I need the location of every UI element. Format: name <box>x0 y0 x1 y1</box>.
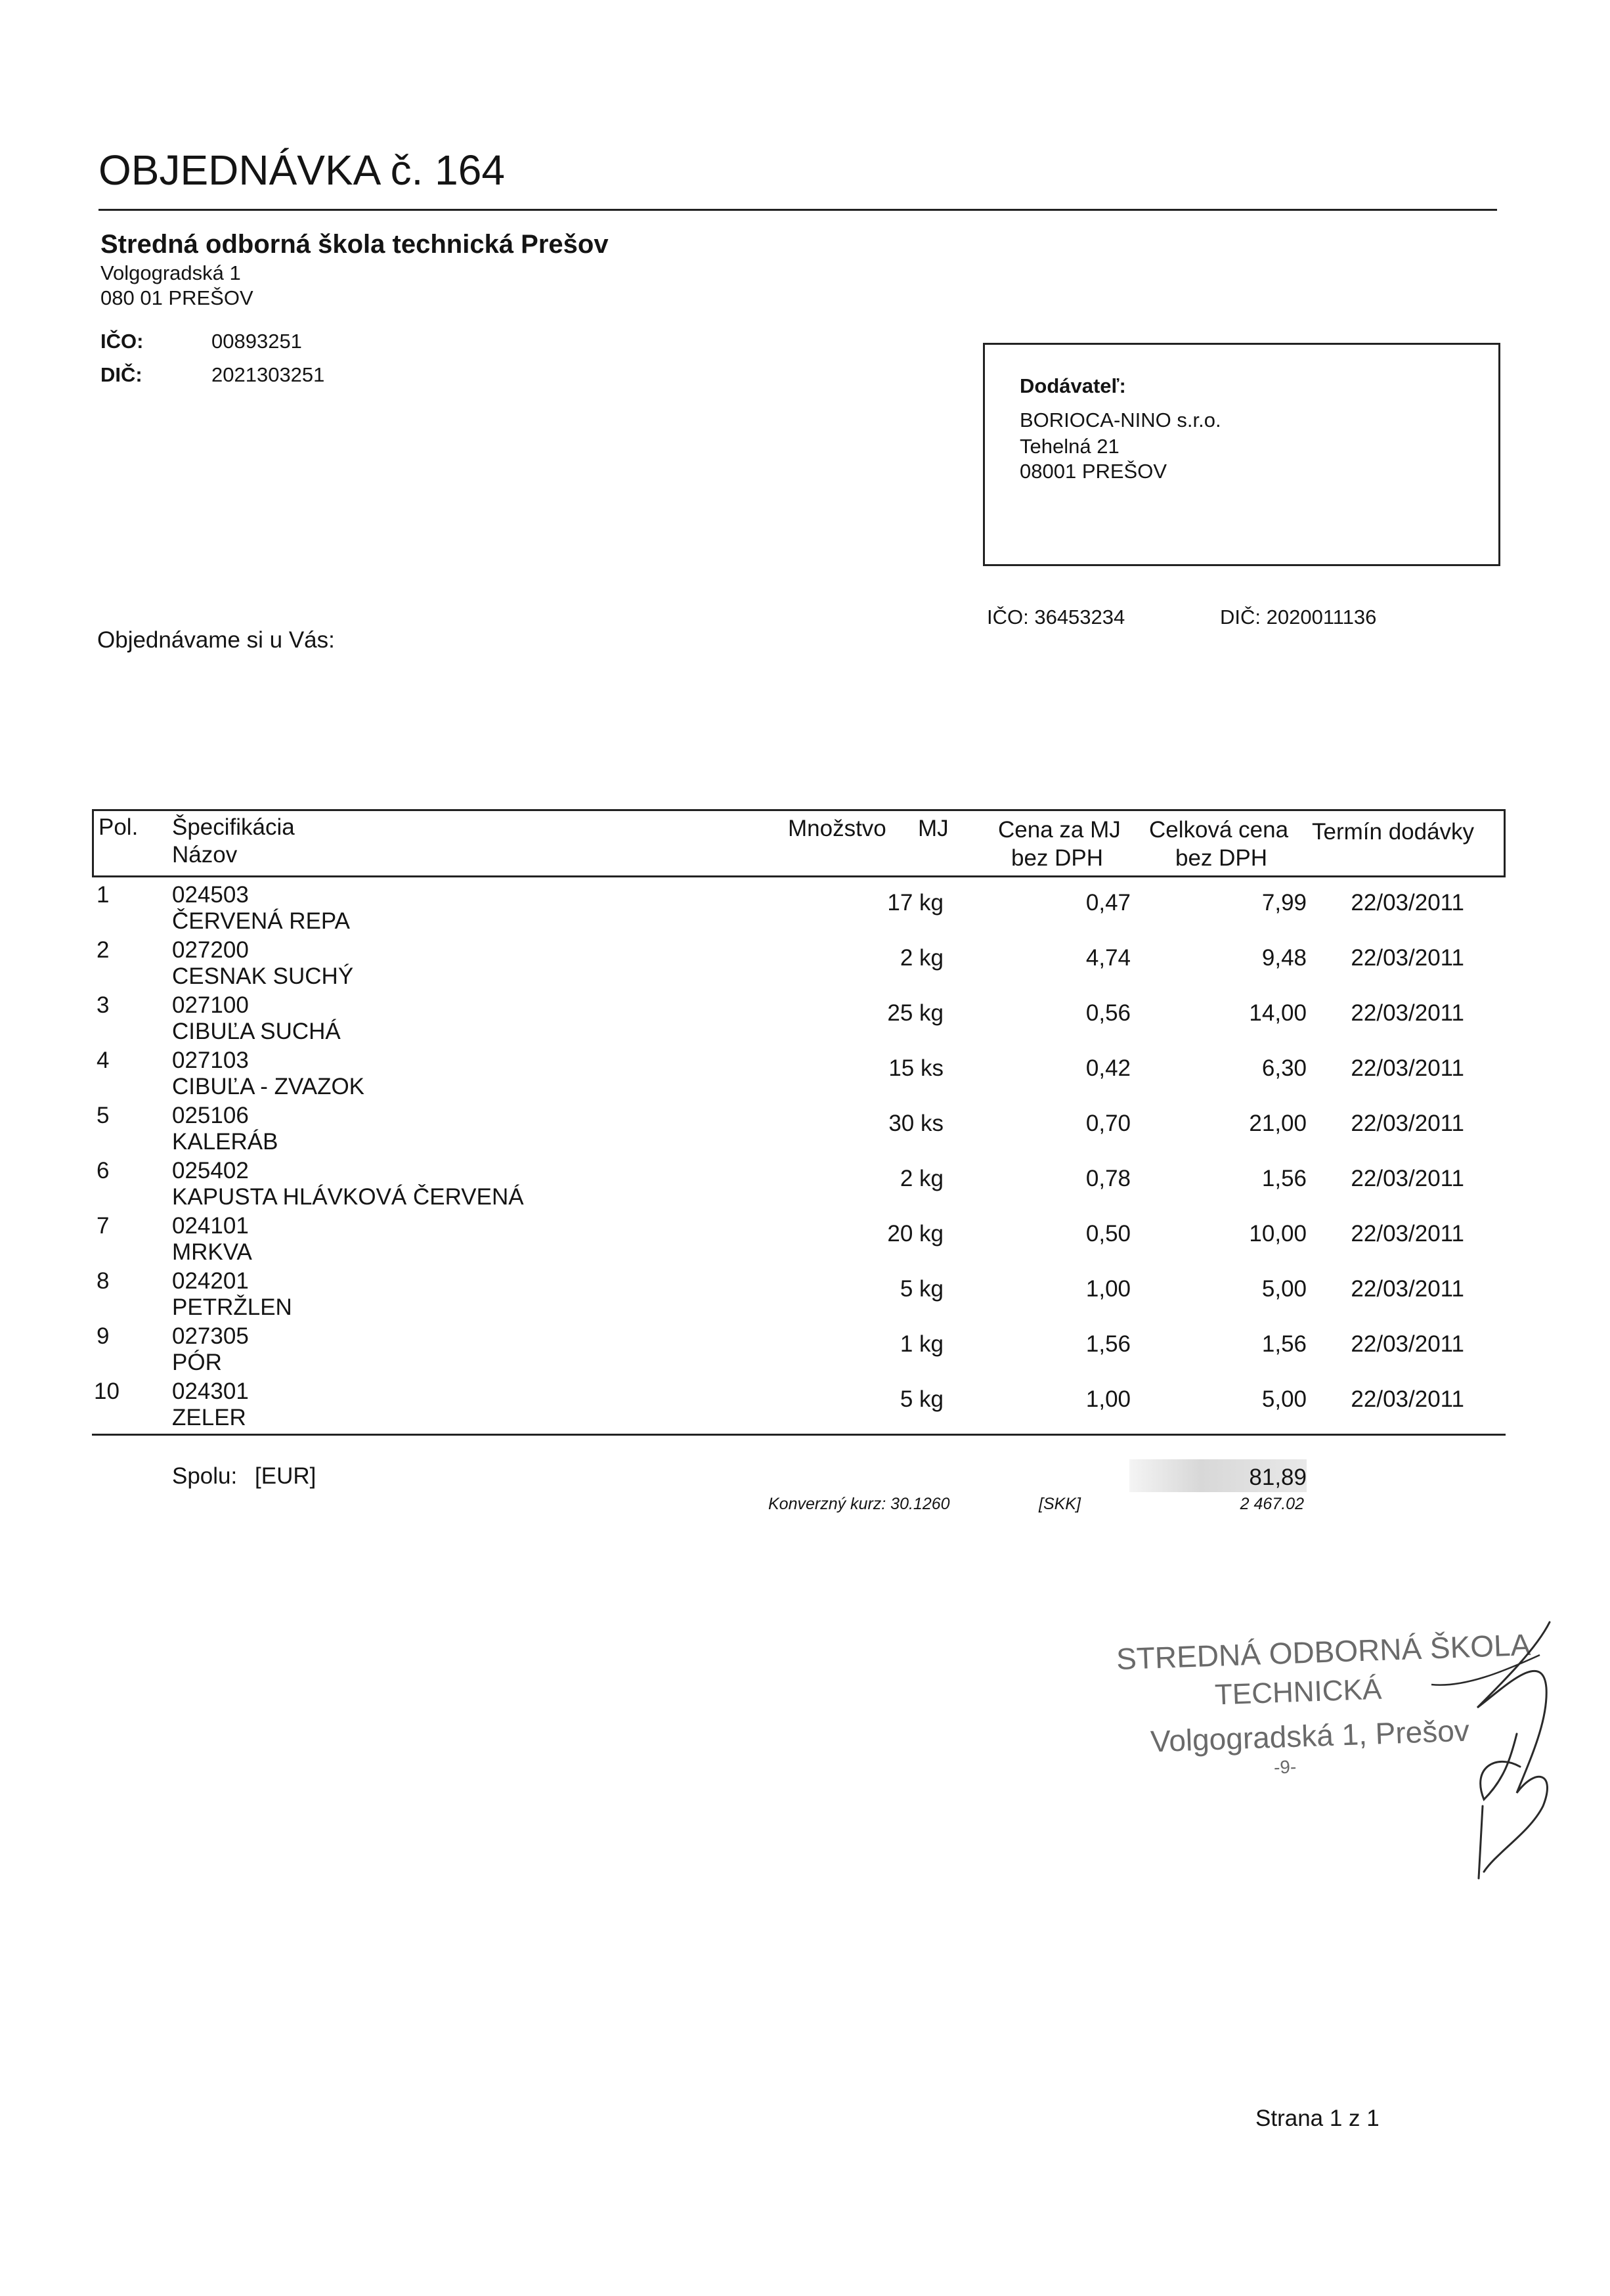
row-total: 14,00 <box>1249 1000 1307 1026</box>
stamp-line-4: -9- <box>1273 1756 1297 1778</box>
row-date: 22/03/2011 <box>1351 1166 1464 1191</box>
row-name: MRKVA <box>172 1239 252 1265</box>
row-date: 22/03/2011 <box>1351 1221 1464 1247</box>
row-qty: 2 kg <box>900 1166 944 1191</box>
col-mj: MJ <box>918 816 949 841</box>
row-pol: 3 <box>97 992 110 1018</box>
row-name: KAPUSTA HLÁVKOVÁ ČERVENÁ <box>172 1184 524 1210</box>
col-cena-2: bez DPH <box>1011 845 1104 871</box>
col-spec: Špecifikácia <box>172 814 295 840</box>
row-price: 1,00 <box>1085 1276 1131 1302</box>
table-row <box>0 1268 1610 1323</box>
supplier-label: Dodávateľ: <box>1020 374 1126 397</box>
row-price: 0,42 <box>1085 1055 1131 1081</box>
buyer-ico-label: IČO: <box>100 330 144 353</box>
buyer-name: Stredná odborná škola technická Prešov <box>100 230 609 259</box>
row-code: 027100 <box>172 992 249 1018</box>
row-date: 22/03/2011 <box>1351 1055 1464 1081</box>
row-date: 22/03/2011 <box>1351 945 1464 971</box>
row-date: 22/03/2011 <box>1351 890 1464 916</box>
col-mnozstvo: Množstvo <box>788 816 886 841</box>
row-price: 0,70 <box>1085 1111 1131 1136</box>
row-price: 0,78 <box>1085 1166 1131 1191</box>
table-bottom-rule <box>92 1434 1506 1436</box>
col-celkova-1: Celková cena <box>1149 817 1289 843</box>
table-row <box>0 1047 1610 1102</box>
row-name: PÓR <box>172 1350 222 1375</box>
row-pol: 7 <box>97 1213 110 1239</box>
page-number: Strana 1 z 1 <box>1255 2106 1380 2131</box>
row-qty: 17 kg <box>887 890 944 916</box>
table-row <box>0 1323 1610 1378</box>
row-name: KALERÁB <box>172 1129 278 1155</box>
stamp-line-2: TECHNICKÁ <box>1214 1673 1383 1711</box>
row-date: 22/03/2011 <box>1351 1276 1464 1302</box>
sum-total: 81,89 <box>1249 1465 1307 1490</box>
buyer-dic-label: DIČ: <box>100 363 142 386</box>
row-qty: 30 ks <box>888 1111 944 1136</box>
row-code: 025106 <box>172 1103 249 1128</box>
row-total: 5,00 <box>1261 1276 1307 1302</box>
col-celkova-2: bez DPH <box>1175 845 1268 871</box>
row-price: 1,56 <box>1085 1331 1131 1357</box>
table-row <box>0 1212 1610 1268</box>
row-date: 22/03/2011 <box>1351 1386 1464 1412</box>
rate-label: Konverzný kurz: 30.1260 <box>768 1495 950 1513</box>
row-price: 0,50 <box>1085 1221 1131 1247</box>
row-qty: 25 kg <box>887 1000 944 1026</box>
row-total: 6,30 <box>1261 1055 1307 1081</box>
buyer-street: Volgogradská 1 <box>100 261 241 284</box>
row-name: ZELER <box>172 1405 246 1430</box>
skk-label: [SKK] <box>1039 1495 1081 1513</box>
row-price: 0,56 <box>1085 1000 1131 1026</box>
buyer-city: 080 01 PREŠOV <box>100 286 253 309</box>
row-code: 027200 <box>172 937 249 963</box>
row-pol: 9 <box>97 1323 110 1349</box>
row-code: 027103 <box>172 1048 249 1073</box>
table-row <box>0 992 1610 1047</box>
row-qty: 5 kg <box>900 1276 944 1302</box>
intro-text: Objednávame si u Vás: <box>97 627 335 653</box>
row-code: 024101 <box>172 1213 249 1239</box>
row-pol: 8 <box>97 1268 110 1294</box>
row-date: 22/03/2011 <box>1351 1331 1464 1357</box>
row-code: 024503 <box>172 882 249 908</box>
supplier-street: Tehelná 21 <box>1020 435 1120 458</box>
row-pol: 5 <box>97 1103 110 1128</box>
col-cena-1: Cena za MJ <box>998 817 1121 843</box>
title-divider <box>98 209 1497 211</box>
supplier-city: 08001 PREŠOV <box>1020 460 1167 483</box>
row-price: 0,47 <box>1085 890 1131 916</box>
supplier-dic: DIČ: 2020011136 <box>1220 606 1377 629</box>
row-total: 9,48 <box>1261 945 1307 971</box>
row-total: 7,99 <box>1261 890 1307 916</box>
table-row <box>0 881 1610 937</box>
row-total: 10,00 <box>1249 1221 1307 1247</box>
row-code: 024301 <box>172 1379 249 1404</box>
row-price: 1,00 <box>1085 1386 1131 1412</box>
stamp-line-3: Volgogradská 1, Prešov <box>1150 1713 1470 1759</box>
row-pol: 2 <box>97 937 110 963</box>
row-total: 1,56 <box>1261 1166 1307 1191</box>
row-pol: 6 <box>97 1158 110 1183</box>
row-code: 024201 <box>172 1268 249 1294</box>
row-name: PETRŽLEN <box>172 1294 292 1320</box>
row-name: CESNAK SUCHÝ <box>172 963 354 989</box>
skk-total: 2 467.02 <box>1240 1495 1304 1513</box>
col-termin: Termín dodávky <box>1312 819 1475 845</box>
row-date: 22/03/2011 <box>1351 1000 1464 1026</box>
supplier-ico: IČO: 36453234 <box>987 606 1125 629</box>
sum-label: Spolu: <box>172 1463 238 1489</box>
row-date: 22/03/2011 <box>1351 1111 1464 1136</box>
row-name: ČERVENÁ REPA <box>172 908 351 934</box>
table-row <box>0 1102 1610 1157</box>
row-pol: 4 <box>97 1048 110 1073</box>
row-name: CIBUĽA - ZVAZOK <box>172 1074 365 1099</box>
handwritten-signature <box>1405 1609 1563 1891</box>
row-price: 4,74 <box>1085 945 1131 971</box>
row-code: 027305 <box>172 1323 249 1349</box>
row-code: 025402 <box>172 1158 249 1183</box>
row-qty: 20 kg <box>887 1221 944 1247</box>
row-qty: 2 kg <box>900 945 944 971</box>
col-pol: Pol. <box>98 814 139 840</box>
buyer-ico: 00893251 <box>211 330 302 353</box>
document-title: OBJEDNÁVKA č. 164 <box>98 146 505 194</box>
sum-currency: [EUR] <box>255 1463 316 1489</box>
table-row <box>0 937 1610 992</box>
stamp-line-1: STREDNÁ ODBORNÁ ŠKOLA <box>1116 1627 1532 1677</box>
row-pol: 10 <box>94 1379 120 1404</box>
row-qty: 1 kg <box>900 1331 944 1357</box>
row-total: 5,00 <box>1261 1386 1307 1412</box>
row-qty: 15 ks <box>888 1055 944 1081</box>
table-row <box>0 1157 1610 1212</box>
row-qty: 5 kg <box>900 1386 944 1412</box>
col-nazov: Názov <box>172 842 238 868</box>
table-row <box>0 1378 1610 1433</box>
row-total: 1,56 <box>1261 1331 1307 1357</box>
supplier-name: BORIOCA-NINO s.r.o. <box>1020 408 1221 431</box>
buyer-dic: 2021303251 <box>211 363 325 386</box>
row-pol: 1 <box>97 882 110 908</box>
row-name: CIBUĽA SUCHÁ <box>172 1019 341 1044</box>
row-total: 21,00 <box>1249 1111 1307 1136</box>
